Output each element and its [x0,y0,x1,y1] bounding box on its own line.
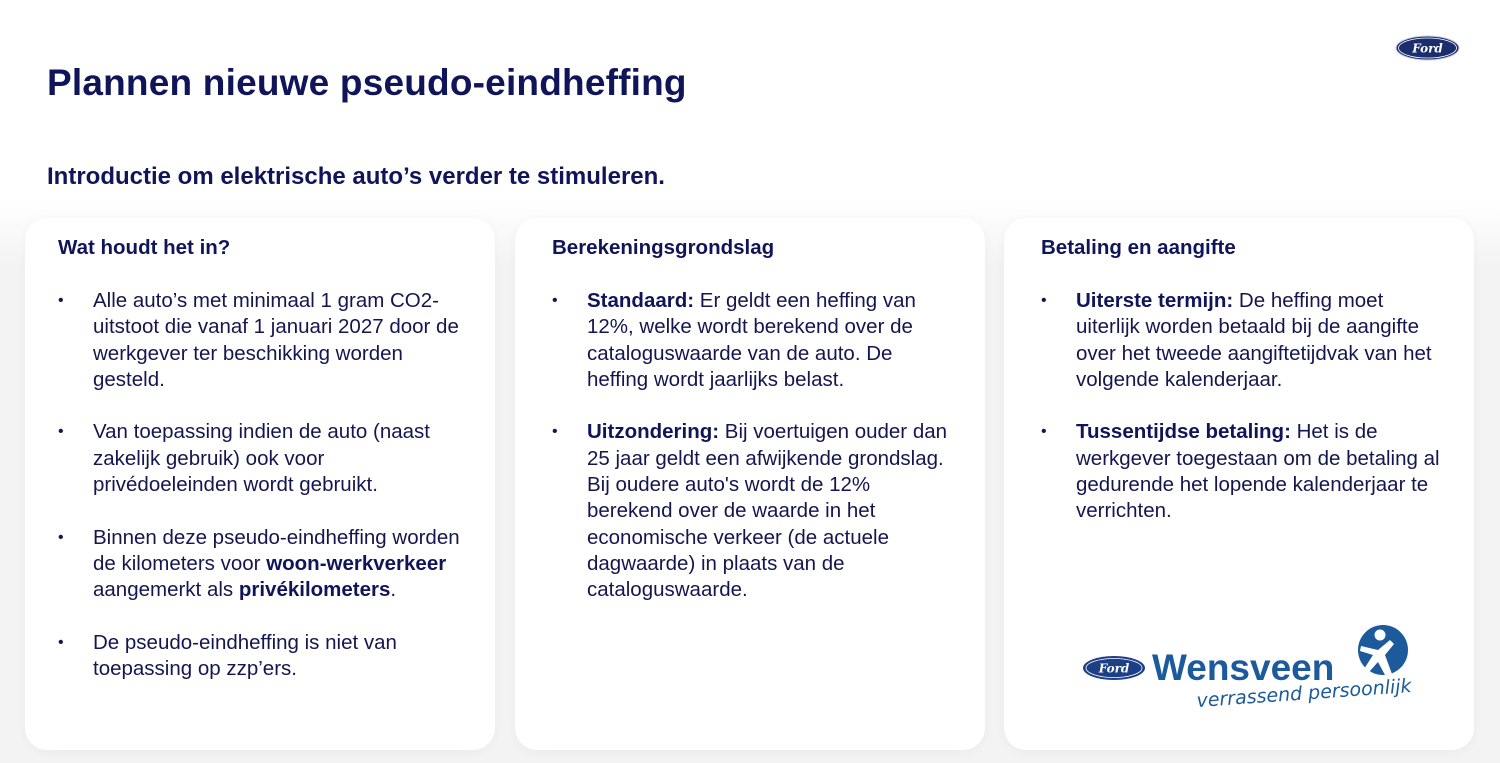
bullet-icon: • [1041,423,1047,441]
wensveen-logo [1082,622,1412,717]
list-item [552,419,955,603]
svg-text:Ford: Ford [1098,661,1130,676]
bullet-icon: • [552,423,558,441]
bold-term: privékilometers [238,578,391,602]
page-title: Plannen nieuwe pseudo-eindheffing [47,62,687,103]
bullet-text: Binnen deze pseudo-eindheffing worden de kilometers voor woon-werkverkeer aangemerkt als privékilometers. [93,525,460,602]
bullet-text: De pseudo-eindheffing is niet van toepassing op zzp’ers. [93,630,397,681]
bullet-text: Uitzondering: Bij voertuigen ouder dan 25 jaar geldt een afwijkende grondslag. Bij oudere auto's wordt de 12% berekend over de waarde in het economische verkeer (de actuele dagwaarde) in plaats van de cataloguswaarde. [587,420,948,602]
list-item [1041,288,1444,393]
page-subtitle: Introductie om elektrische auto’s verder te stimuleren. [47,163,665,190]
svg-text:Ford: Ford [1412,41,1443,56]
tagline: verrassend persoonlijk [1195,675,1412,712]
bullet-text: Uiterste termijn: De heffing moet uiterlijk worden betaald bij de aangifte over het tweede aangiftetijdvak van het volgende kalenderjaar. [1076,289,1432,391]
bold-term: Uiterste termijn: [1076,289,1234,312]
bold-term: Uitzondering: [587,420,720,444]
list-item [1041,419,1444,524]
bullet-text: Standaard: Er geldt een heffing van 12%, welke wordt berekend over de cataloguswaarde van de auto. De heffing wordt jaarlijks belast. [587,289,916,391]
bullet-icon: • [552,292,558,309]
bullet-list [1041,288,1444,551]
bullet-icon: • [1041,292,1047,309]
card-title: Berekeningsgrondslag [552,236,775,259]
list-item [58,419,465,498]
bold-term: Standaard: [587,289,695,312]
person-circle-icon [1358,625,1408,675]
bullet-icon: • [58,528,64,546]
bullet-icon: • [58,423,64,441]
bullet-text: Van toepassing indien de auto (naast zakelijk gebruik) ook voor privédoeleinden wordt gebruikt. [93,420,430,497]
bullet-icon: • [58,292,64,309]
bullet-text: Alle auto’s met minimaal 1 gram CO2-uitstoot die vanaf 1 januari 2027 door de werkgever ter beschikking worden gesteld. [93,289,459,391]
list-item [552,288,955,393]
card-title: Wat houdt het in? [58,236,231,259]
card-title: Betaling en aangifte [1041,236,1236,259]
list-item [58,288,465,393]
brand-name: Wensveen [1152,647,1335,688]
card-wat-houdt-het-in [25,218,495,750]
bold-term: Tussentijdse betaling: [1076,420,1291,444]
list-item [58,630,465,683]
card-berekeningsgrondslag [515,218,985,750]
bullet-list [552,288,955,630]
list-item [58,525,465,604]
bullet-icon: • [58,633,64,651]
bold-term: woon-werkverkeer [266,551,447,575]
ford-oval-small-icon [1083,656,1145,680]
bullet-text: Tussentijdse betaling: Het is de werkgever toegestaan om de betaling al gedurende het lopende kalenderjaar te verrichten. [1076,420,1440,523]
ford-logo-icon [1395,35,1460,61]
bullet-list [58,288,465,709]
